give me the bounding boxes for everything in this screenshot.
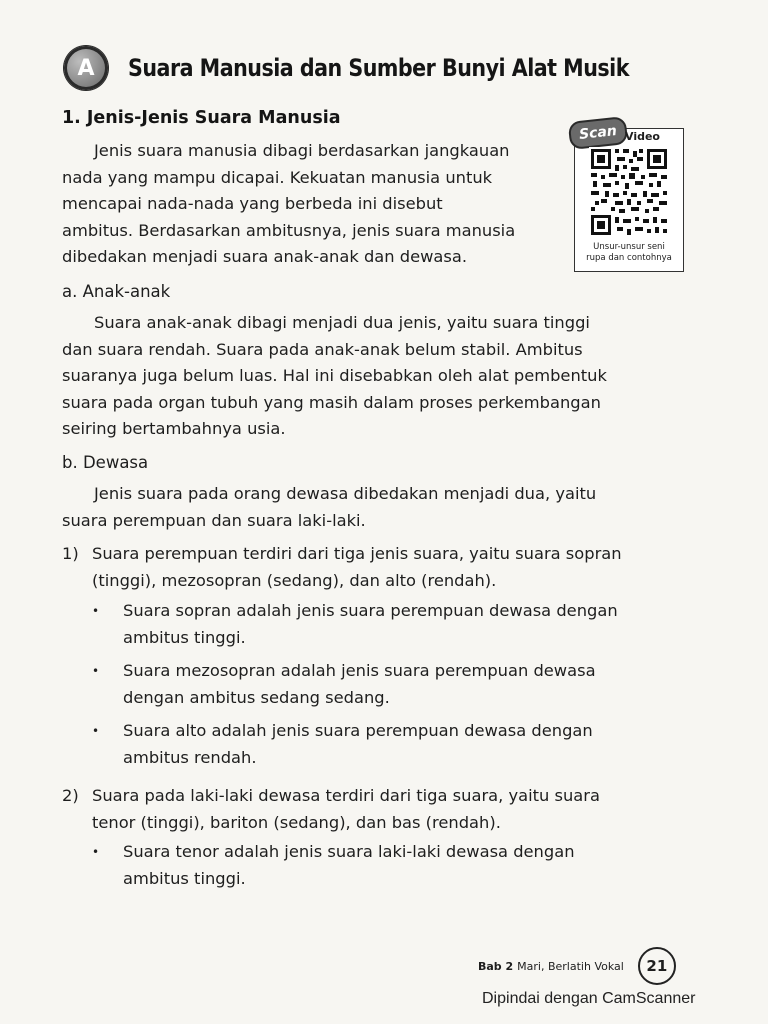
- bullet-text: [123, 718, 593, 771]
- section-header: [64, 44, 710, 92]
- bullet-line: Suara tenor adalah jenis suara laki-laki dewasa dengan: [123, 842, 575, 861]
- item-line: Suara pada laki-laki dewasa terdiri dari tiga suara, yaitu suara: [92, 786, 600, 805]
- bullet-line: ambitus tinggi.: [123, 868, 246, 888]
- intro-line: nada yang mampu dicapai. Kekuatan manusia untuk: [62, 167, 493, 187]
- bullet-line: Suara alto adalah jenis suara perempuan dewasa dengan: [123, 721, 593, 740]
- bullet-line: dengan ambitus sedang sedang.: [123, 687, 390, 707]
- numbered-item-1: [62, 541, 702, 595]
- qr-video-box[interactable]: [574, 123, 684, 272]
- item-body: [92, 783, 600, 836]
- scanner-watermark: Dipindai dengan CamScanner: [482, 990, 696, 1007]
- heading-dewasa: b. Dewasa: [62, 453, 149, 472]
- item-number: 1): [62, 544, 79, 563]
- page-number: 21: [638, 947, 676, 985]
- bullet-text: [123, 839, 575, 892]
- bullet-item: [92, 839, 672, 893]
- page-footer: [478, 950, 676, 982]
- intro-line: mencapai nada-nada yang berbeda ini disebut: [62, 194, 443, 213]
- paragraph-line: dan suara rendah. Suara pada anak-anak belum stabil. Ambitus: [62, 339, 583, 359]
- chapter-title: Mari, Berlatih Vokal: [517, 959, 624, 973]
- qr-caption: [575, 242, 683, 264]
- intro-line: ambitus. Berdasarkan ambitusnya, jenis suara manusia: [62, 220, 516, 240]
- bullet-dot: •: [92, 724, 100, 738]
- qr-code-icon[interactable]: [589, 147, 669, 239]
- paragraph-line: Jenis suara pada orang dewasa dibedakan menjadi dua, yaitu: [94, 484, 597, 503]
- intro-line: Jenis suara manusia dibagi berdasarkan jangkauan: [94, 141, 510, 160]
- intro-line: dibedakan menjadi suara anak-anak dan dewasa.: [62, 247, 468, 266]
- intro-paragraph: [62, 138, 515, 271]
- item-line: Suara perempuan terdiri dari tiga jenis suara, yaitu suara sopran: [92, 544, 622, 563]
- section-badge: A: [64, 46, 108, 90]
- paragraph-line: suara pada organ tubuh yang masih dalam proses perkembangan: [62, 392, 601, 412]
- item-line: tenor (tinggi), bariton (sedang), dan bas (rendah).: [92, 812, 501, 832]
- bullet-dot: •: [92, 845, 100, 859]
- paragraph-line: suaranya juga belum luas. Hal ini disebabkan oleh alat pembentuk: [62, 366, 607, 385]
- heading-anak-anak: a. Anak-anak: [62, 282, 171, 301]
- bullet-item: [92, 658, 672, 712]
- bullet-item: [92, 598, 672, 652]
- section-title: Suara Manusia dan Sumber Bunyi Alat Musik: [128, 54, 629, 82]
- dewasa-paragraph: [62, 481, 596, 534]
- anak-anak-paragraph: [62, 310, 607, 443]
- bullet-text: [123, 658, 596, 711]
- bullet-line: ambitus tinggi.: [123, 627, 246, 647]
- video-label: Video: [625, 130, 660, 143]
- paragraph-line: suara perempuan dan suara laki-laki.: [62, 510, 366, 530]
- chapter-number: Bab 2: [478, 959, 514, 973]
- bullet-item: [92, 718, 672, 772]
- qr-caption-line: rupa dan contohnya: [586, 253, 672, 263]
- item-number: 2): [62, 786, 79, 805]
- qr-caption-line: Unsur-unsur seni: [593, 242, 665, 252]
- bullet-text: [123, 598, 618, 651]
- bullet-line: Suara sopran adalah jenis suara perempuan dewasa dengan: [123, 601, 618, 620]
- scan-tag: Scan: [568, 116, 629, 150]
- bullet-dot: •: [92, 664, 100, 678]
- paragraph-line: seiring bertambahnya usia.: [62, 419, 286, 438]
- bullet-line: ambitus rendah.: [123, 747, 257, 767]
- item-line: (tinggi), mezosopran (sedang), dan alto (rendah).: [92, 570, 497, 590]
- bullet-dot: •: [92, 604, 100, 618]
- bullet-line: Suara mezosopran adalah jenis suara perempuan dewasa: [123, 661, 596, 680]
- heading-jenis-suara: 1. Jenis-Jenis Suara Manusia: [62, 108, 341, 128]
- item-body: [92, 541, 622, 594]
- numbered-item-2: [62, 783, 702, 837]
- paragraph-line: Suara anak-anak dibagi menjadi dua jenis, yaitu suara tinggi: [94, 313, 590, 332]
